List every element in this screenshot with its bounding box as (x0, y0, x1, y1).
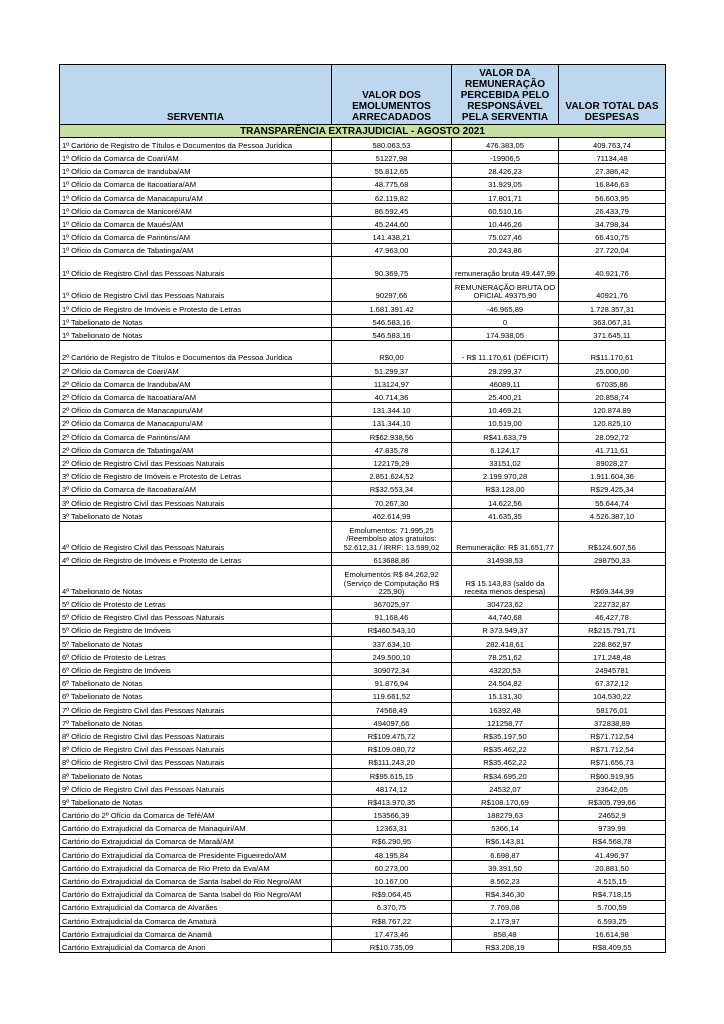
cell-despesas: 58176,01 (559, 702, 666, 715)
cell-emolumentos: 546.583,16 (332, 314, 452, 327)
cell-remuneracao: 44,740,68 (452, 610, 559, 623)
section-title: TRANSPARÊNCIA EXTRAJUDICIAL - AGOSTO 2021 (60, 125, 666, 138)
cell-emolumentos: 153566,39 (332, 808, 452, 821)
cell-serventia: 4º Tabelionato de Notas (60, 566, 332, 597)
cell-remuneracao: R 373.949,37 (452, 623, 559, 636)
cell-serventia: 5º Tabelionato de Notas (60, 636, 332, 649)
table-row (60, 429, 666, 442)
cell-despesas: 409.763,74 (559, 138, 666, 151)
cell-despesas: 23642,05 (559, 781, 666, 794)
table-row (60, 874, 666, 887)
cell-emolumentos: 74568,49 (332, 702, 452, 715)
cell-remuneracao: R$41.633,79 (452, 429, 559, 442)
table-row (60, 566, 666, 597)
table-row (60, 469, 666, 482)
table-row (60, 442, 666, 455)
cell-emolumentos: 367025,97 (332, 597, 452, 610)
cell-serventia: Cartório do Extrajudicial da Comarca de Maraã/AM (60, 834, 332, 847)
header-row (60, 65, 666, 125)
cell-despesas: 56.603,95 (559, 190, 666, 203)
cell-emolumentos: 249.500,10 (332, 649, 452, 662)
cell-despesas: 1.728.357,31 (559, 301, 666, 314)
table-row (60, 151, 666, 164)
transparency-table (59, 64, 666, 953)
cell-remuneracao: 41.635,35 (452, 508, 559, 521)
cell-remuneracao: 75.027,46 (452, 230, 559, 243)
table-row (60, 495, 666, 508)
cell-remuneracao: R$35.197,50 (452, 729, 559, 742)
cell-serventia: 3º Ofício da Comarca de Itacoatiara/AM (60, 482, 332, 495)
cell-emolumentos: 91.876,94 (332, 676, 452, 689)
table-row (60, 522, 666, 553)
cell-serventia: Cartório do Extrajudicial da Comarca de Santa Isabel do Rio Negro/AM (60, 874, 332, 887)
cell-remuneracao: Remuneração: R$ 31.651,77 (452, 522, 559, 553)
cell-despesas: 41.711,61 (559, 442, 666, 455)
cell-emolumentos: R$8.767,22 (332, 913, 452, 926)
cell-emolumentos: R$109.475,72 (332, 729, 452, 742)
cell-emolumentos: 1.681.391.42 (332, 301, 452, 314)
cell-remuneracao: 43220,53 (452, 663, 559, 676)
cell-despesas: 120.825,10 (559, 416, 666, 429)
cell-emolumentos: 90297,66 (332, 279, 452, 302)
cell-serventia: 2º Ofício da Comarca de Tabatinga/AM (60, 442, 332, 455)
cell-remuneracao: 10.446,26 (452, 217, 559, 230)
table-row (60, 636, 666, 649)
cell-remuneracao: 60.510,16 (452, 203, 559, 216)
cell-despesas: 26.433,79 (559, 203, 666, 216)
cell-emolumentos: R$95.615,15 (332, 768, 452, 781)
cell-serventia: 2º Ofício da Comarca de Manacapuru/AM (60, 416, 332, 429)
cell-despesas: 40921,76 (559, 279, 666, 302)
cell-emolumentos: R$0,00 (332, 341, 452, 364)
cell-remuneracao: 25.400,21 (452, 390, 559, 403)
cell-emolumentos: 91,168,46 (332, 610, 452, 623)
cell-despesas: 171.248,48 (559, 649, 666, 662)
cell-despesas: R$71.712,54 (559, 729, 666, 742)
table-row (60, 416, 666, 429)
cell-serventia: 5º Ofício de Registro de Imóveis (60, 623, 332, 636)
cell-serventia: Cartório Extrajudicial da Comarca de Amaturá (60, 913, 332, 926)
header-serventia: SERVENTIA (60, 65, 332, 125)
cell-emolumentos: 131.344.10 (332, 403, 452, 416)
cell-emolumentos: 17.473,46 (332, 926, 452, 939)
cell-serventia: 2º Ofício da Comarca de Coari/AM (60, 363, 332, 376)
cell-serventia: 1º Ofício de Registro Civil das Pessoas Naturais (60, 256, 332, 279)
cell-despesas: R$71.712,54 (559, 742, 666, 755)
cell-serventia: 1º Ofício da Comarca de Itacoatiara/AM (60, 177, 332, 190)
cell-remuneracao: 8.562,23 (452, 874, 559, 887)
cell-remuneracao: 476.383,05 (452, 138, 559, 151)
cell-remuneracao: 24.504,82 (452, 676, 559, 689)
cell-serventia: Cartório Extrajudicial da Comarca de Anamã (60, 926, 332, 939)
cell-despesas: 363.067,31 (559, 314, 666, 327)
table-row (60, 729, 666, 742)
table-row (60, 834, 666, 847)
cell-remuneracao: -46.965,89 (452, 301, 559, 314)
table-row (60, 553, 666, 566)
cell-emolumentos: Emolumentos: 71.995,25 /Reembolso atos gratuitos: 52.612,31 / IRRF: 13.599,02 (332, 522, 452, 553)
cell-emolumentos: 62.119,82 (332, 190, 452, 203)
cell-serventia: 8º Ofício de Registro Civil das Pessoas Naturais (60, 755, 332, 768)
cell-remuneracao: 5366,14 (452, 821, 559, 834)
cell-emolumentos: 119.661,52 (332, 689, 452, 702)
cell-despesas: 55.644,74 (559, 495, 666, 508)
cell-emolumentos: 580.063,53 (332, 138, 452, 151)
table-row (60, 301, 666, 314)
cell-remuneracao: 304723,62 (452, 597, 559, 610)
cell-despesas: 9739,99 (559, 821, 666, 834)
table-row (60, 341, 666, 364)
table-row (60, 847, 666, 860)
cell-remuneracao: REMUNERAÇÃO BRUTA DO OFICIAL 49375,90 (452, 279, 559, 302)
cell-emolumentos: 47.963,00 (332, 243, 452, 256)
table-row (60, 164, 666, 177)
cell-serventia: 7º Ofício de Registro Civil das Pessoas Naturais (60, 702, 332, 715)
cell-remuneracao: 858,48 (452, 926, 559, 939)
cell-serventia: 2º Cartório de Registro de Títulos e Documentos da Pessoa Jurídica (60, 341, 332, 364)
table-row (60, 203, 666, 216)
cell-despesas: R$29.425,34 (559, 482, 666, 495)
cell-despesas: 25.000,00 (559, 363, 666, 376)
cell-remuneracao: R$3.128,00 (452, 482, 559, 495)
cell-serventia: 9º Tabelionato de Notas (60, 795, 332, 808)
cell-despesas: R$71.656,73 (559, 755, 666, 768)
cell-remuneracao: 14.622,56 (452, 495, 559, 508)
cell-remuneracao: remuneração bruta 49.447,99 (452, 256, 559, 279)
cell-remuneracao: R$ 15.143,83 (saldo da receita menos despesa) (452, 566, 559, 597)
cell-emolumentos: 51.299,37 (332, 363, 452, 376)
cell-remuneracao: 7.769,08 (452, 900, 559, 913)
cell-serventia: 1º Tabelionato de Notas (60, 328, 332, 341)
table-row (60, 623, 666, 636)
table-row (60, 256, 666, 279)
cell-remuneracao: 33151,02 (452, 456, 559, 469)
table-row (60, 795, 666, 808)
cell-serventia: 1º Tabelionato de Notas (60, 314, 332, 327)
cell-emolumentos: 337.634,10 (332, 636, 452, 649)
cell-remuneracao: 6.124,17 (452, 442, 559, 455)
cell-remuneracao: 2.173,97 (452, 913, 559, 926)
cell-serventia: 3º Ofício de Registro de Imóveis e Protesto de Letras (60, 469, 332, 482)
cell-emolumentos: 48.195,84 (332, 847, 452, 860)
cell-despesas: 20.858,74 (559, 390, 666, 403)
cell-emolumentos: R$413.970,35 (332, 795, 452, 808)
cell-despesas: 27.720,04 (559, 243, 666, 256)
cell-remuneracao: 78.251,62 (452, 649, 559, 662)
cell-remuneracao: -19906,5 (452, 151, 559, 164)
cell-remuneracao: 46089,11 (452, 376, 559, 389)
cell-serventia: 4º Ofício de Registro de Imóveis e Protesto de Letras (60, 553, 332, 566)
cell-serventia: 1º Ofício da Comarca de Manicoré/AM (60, 203, 332, 216)
table-row (60, 940, 666, 953)
cell-serventia: Cartório do 2º Ofício da Comarca de Tefé/AM (60, 808, 332, 821)
cell-serventia: 2º Ofício da Comarca de Itacoatiara/AM (60, 390, 332, 403)
table-row (60, 363, 666, 376)
cell-emolumentos: R$10.735,09 (332, 940, 452, 953)
cell-serventia: Cartório do Extrajudicial da Comarca de Presidente Figueiredo/AM (60, 847, 332, 860)
cell-despesas: 6.593,25 (559, 913, 666, 926)
cell-despesas: 41.496,97 (559, 847, 666, 860)
table-row (60, 702, 666, 715)
cell-emolumentos: 70.267,30 (332, 495, 452, 508)
cell-emolumentos: 45.244,60 (332, 217, 452, 230)
cell-emolumentos: 494097,66 (332, 715, 452, 728)
cell-serventia: 1º Ofício da Comarca de Tabatinga/AM (60, 243, 332, 256)
table-row (60, 138, 666, 151)
cell-remuneracao: 2.199.970,28 (452, 469, 559, 482)
cell-serventia: 9º Ofício de Registro Civil das Pessoas Naturais (60, 781, 332, 794)
cell-remuneracao: - R$ 11.170,61 (DÉFICIT) (452, 341, 559, 364)
cell-despesas: 28.092,72 (559, 429, 666, 442)
cell-despesas: 4.515,15 (559, 874, 666, 887)
cell-serventia: 1º Ofício de Registro Civil das Pessoas Naturais (60, 279, 332, 302)
cell-despesas: 66.410,75 (559, 230, 666, 243)
cell-emolumentos: 55.812,65 (332, 164, 452, 177)
cell-despesas: 20.881,50 (559, 860, 666, 873)
cell-remuneracao: 16392,48 (452, 702, 559, 715)
table-row (60, 314, 666, 327)
cell-serventia: 1º Cartório de Registro de Títulos e Documentos da Pessoa Jurídica (60, 138, 332, 151)
cell-emolumentos: 141.438,21 (332, 230, 452, 243)
cell-despesas: 298750,33 (559, 553, 666, 566)
cell-despesas: 16.614,98 (559, 926, 666, 939)
cell-serventia: Cartório Extrajudicial da Comarca de Anori (60, 940, 332, 953)
cell-despesas: R$11.170,61 (559, 341, 666, 364)
table-row (60, 243, 666, 256)
cell-remuneracao: R$34.695,20 (452, 768, 559, 781)
table-row (60, 482, 666, 495)
cell-remuneracao: 24532,07 (452, 781, 559, 794)
cell-emolumentos: 86.592,45 (332, 203, 452, 216)
cell-despesas: 24652,9 (559, 808, 666, 821)
cell-serventia: Cartório do Extrajudicial da Comarca de Rio Preto da Eva/AM (60, 860, 332, 873)
cell-emolumentos: 546.583,16 (332, 328, 452, 341)
table-row (60, 177, 666, 190)
cell-emolumentos: 309072,34 (332, 663, 452, 676)
table-row (60, 742, 666, 755)
cell-remuneracao: 0 (452, 314, 559, 327)
cell-despesas: 67035,86 (559, 376, 666, 389)
cell-emolumentos: 90.369,75 (332, 256, 452, 279)
cell-serventia: 5º Ofício de Registro Civil das Pessoas Naturais (60, 610, 332, 623)
table-row (60, 663, 666, 676)
cell-despesas: R$4.718,15 (559, 887, 666, 900)
cell-serventia: 3º Tabelionato de Notas (60, 508, 332, 521)
cell-despesas: 89028,27 (559, 456, 666, 469)
table-row (60, 403, 666, 416)
cell-remuneracao: 28.426,23 (452, 164, 559, 177)
table-row (60, 190, 666, 203)
table-row (60, 755, 666, 768)
cell-emolumentos: 10.167,00 (332, 874, 452, 887)
cell-serventia: Cartório Extrajudicial da Comarca de Alvarães (60, 900, 332, 913)
cell-remuneracao: 282.418,61 (452, 636, 559, 649)
cell-despesas: 16.846,63 (559, 177, 666, 190)
cell-serventia: 6º Ofício de Registro de Imóveis (60, 663, 332, 676)
cell-serventia: 1º Ofício da Comarca de Maués/AM (60, 217, 332, 230)
cell-remuneracao: R$4.346,30 (452, 887, 559, 900)
cell-serventia: 6º Tabelionato de Notas (60, 676, 332, 689)
cell-emolumentos: 40.714,36 (332, 390, 452, 403)
cell-emolumentos: R$109.080,72 (332, 742, 452, 755)
cell-emolumentos: Emolumentos R$ 84.262,92 (Serviço de Computação R$ 225,90) (332, 566, 452, 597)
cell-emolumentos: 122179,29 (332, 456, 452, 469)
cell-remuneracao: 20.243,86 (452, 243, 559, 256)
cell-despesas: R$69.344,99 (559, 566, 666, 597)
cell-serventia: 7º Tabelionato de Notas (60, 715, 332, 728)
cell-despesas: 34.798,34 (559, 217, 666, 230)
cell-despesas: 120.874.89 (559, 403, 666, 416)
cell-remuneracao: 39.391,50 (452, 860, 559, 873)
table-row (60, 676, 666, 689)
cell-emolumentos: 613688,86 (332, 553, 452, 566)
table-row (60, 781, 666, 794)
cell-serventia: 1º Ofício da Comarca de Iranduba/AM (60, 164, 332, 177)
cell-remuneracao: 29.299,37 (452, 363, 559, 376)
cell-despesas: R$8.409,55 (559, 940, 666, 953)
cell-emolumentos: R$460.543,10 (332, 623, 452, 636)
cell-remuneracao: R$108.170,69 (452, 795, 559, 808)
cell-serventia: 4º Ofício de Registro Civil das Pessoas Naturais (60, 522, 332, 553)
cell-serventia: 3º Ofício de Registro Civil das Pessoas Naturais (60, 495, 332, 508)
cell-serventia: 2º Ofício da Comarca de Iranduba/AM (60, 376, 332, 389)
cell-despesas: 67.372,12 (559, 676, 666, 689)
cell-emolumentos: 48.775,68 (332, 177, 452, 190)
cell-despesas: 46,427,78 (559, 610, 666, 623)
cell-despesas: 104.530,22 (559, 689, 666, 702)
cell-emolumentos: R$9.064,45 (332, 887, 452, 900)
cell-despesas: R$305.799,66 (559, 795, 666, 808)
table-row (60, 279, 666, 302)
cell-emolumentos: R$6.290,95 (332, 834, 452, 847)
header-emolumentos: VALOR DOS EMOLUMENTOS ARRECADADOS (332, 65, 452, 125)
cell-remuneracao: 6.698,87 (452, 847, 559, 860)
cell-remuneracao: R$6.143,81 (452, 834, 559, 847)
cell-serventia: Cartório do Extrajudicial da Comarca de Santa Isabel do Rio Negro/AM (60, 887, 332, 900)
cell-serventia: 6º Ofício de Protesto de Letras (60, 649, 332, 662)
cell-remuneracao: 31.929,05 (452, 177, 559, 190)
cell-remuneracao: 15.131,30 (452, 689, 559, 702)
cell-remuneracao: 188279,63 (452, 808, 559, 821)
cell-serventia: 8º Ofício de Registro Civil das Pessoas Naturais (60, 729, 332, 742)
cell-despesas: 228.862,97 (559, 636, 666, 649)
cell-despesas: 24945781 (559, 663, 666, 676)
cell-despesas: 371.645,11 (559, 328, 666, 341)
cell-remuneracao: R$35.462,22 (452, 742, 559, 755)
cell-serventia: 8º Ofício de Registro Civil das Pessoas Naturais (60, 742, 332, 755)
table-row (60, 328, 666, 341)
cell-remuneracao: 17.801,71 (452, 190, 559, 203)
cell-serventia: 6º Tabelionato de Notas (60, 689, 332, 702)
table-row (60, 610, 666, 623)
cell-despesas: 27.386,42 (559, 164, 666, 177)
cell-serventia: 1º Ofício da Comarca de Manacapuru/AM (60, 190, 332, 203)
cell-emolumentos: 12363,31 (332, 821, 452, 834)
cell-emolumentos: 6.370,75 (332, 900, 452, 913)
cell-remuneracao: 314938,53 (452, 553, 559, 566)
table-row (60, 926, 666, 939)
cell-despesas: 372838,89 (559, 715, 666, 728)
cell-despesas: 4.526.387,10 (559, 508, 666, 521)
table-row (60, 376, 666, 389)
table-row (60, 887, 666, 900)
table-row (60, 217, 666, 230)
table-row (60, 456, 666, 469)
cell-despesas: R$215.791,71 (559, 623, 666, 636)
cell-serventia: 8º Tabelionato de Notas (60, 768, 332, 781)
table-row (60, 649, 666, 662)
table-row (60, 808, 666, 821)
table-row (60, 768, 666, 781)
cell-despesas: R$124.607,56 (559, 522, 666, 553)
table-row (60, 597, 666, 610)
cell-emolumentos: R$32.553,34 (332, 482, 452, 495)
cell-emolumentos: 51227,98 (332, 151, 452, 164)
cell-emolumentos: 462.614,99 (332, 508, 452, 521)
table-row (60, 508, 666, 521)
table-row (60, 390, 666, 403)
table-row (60, 230, 666, 243)
table-row (60, 715, 666, 728)
header-remuneracao: VALOR DA REMUNERAÇÃO PERCEBIDA PELO RESPONSÁVEL PELA SERVENTIA (452, 65, 559, 125)
cell-emolumentos: 131.344,10 (332, 416, 452, 429)
table-row (60, 821, 666, 834)
cell-emolumentos: 47.835,78 (332, 442, 452, 455)
cell-remuneracao: 121258,77 (452, 715, 559, 728)
table-row (60, 900, 666, 913)
cell-despesas: 1.911.604,36 (559, 469, 666, 482)
cell-remuneracao: R$3.208,19 (452, 940, 559, 953)
cell-despesas: 40.921,76 (559, 256, 666, 279)
table-row (60, 860, 666, 873)
cell-serventia: 2º Ofício de Registro Civil das Pessoas Naturais (60, 456, 332, 469)
cell-despesas: R$4.568,78 (559, 834, 666, 847)
cell-emolumentos: 60.273,00 (332, 860, 452, 873)
cell-serventia: 2º Ofício da Comarca de Manacapuru/AM (60, 403, 332, 416)
cell-remuneracao: 10.469.21 (452, 403, 559, 416)
cell-serventia: 1º Ofício da Comarca de Parintins/AM (60, 230, 332, 243)
cell-serventia: 1º Ofício de Registro de Imóveis e Protesto de Letras (60, 301, 332, 314)
cell-serventia: 5º Ofício de Protesto de Letras (60, 597, 332, 610)
cell-remuneracao: 10.519,00 (452, 416, 559, 429)
cell-despesas: R$60.919,95 (559, 768, 666, 781)
cell-remuneracao: R$35.462,22 (452, 755, 559, 768)
cell-emolumentos: R$62.938,56 (332, 429, 452, 442)
cell-despesas: 71134,48 (559, 151, 666, 164)
cell-remuneracao: 174.938,05 (452, 328, 559, 341)
table-row (60, 689, 666, 702)
cell-emolumentos: 113124,97 (332, 376, 452, 389)
section-title-row (60, 125, 666, 138)
table-row (60, 913, 666, 926)
header-despesas: VALOR TOTAL DAS DESPESAS (559, 65, 666, 125)
cell-serventia: 2º Ofício da Comarca de Parintins/AM (60, 429, 332, 442)
cell-despesas: 5.700,59 (559, 900, 666, 913)
cell-emolumentos: R$111.243,20 (332, 755, 452, 768)
cell-serventia: Cartório do Extrajudicial da Comarca de Manaquiri/AM (60, 821, 332, 834)
cell-despesas: 222732,87 (559, 597, 666, 610)
cell-emolumentos: 48174,12 (332, 781, 452, 794)
cell-serventia: 1º Ofício da Comarca de Coari/AM (60, 151, 332, 164)
cell-emolumentos: 2.851.624,52 (332, 469, 452, 482)
